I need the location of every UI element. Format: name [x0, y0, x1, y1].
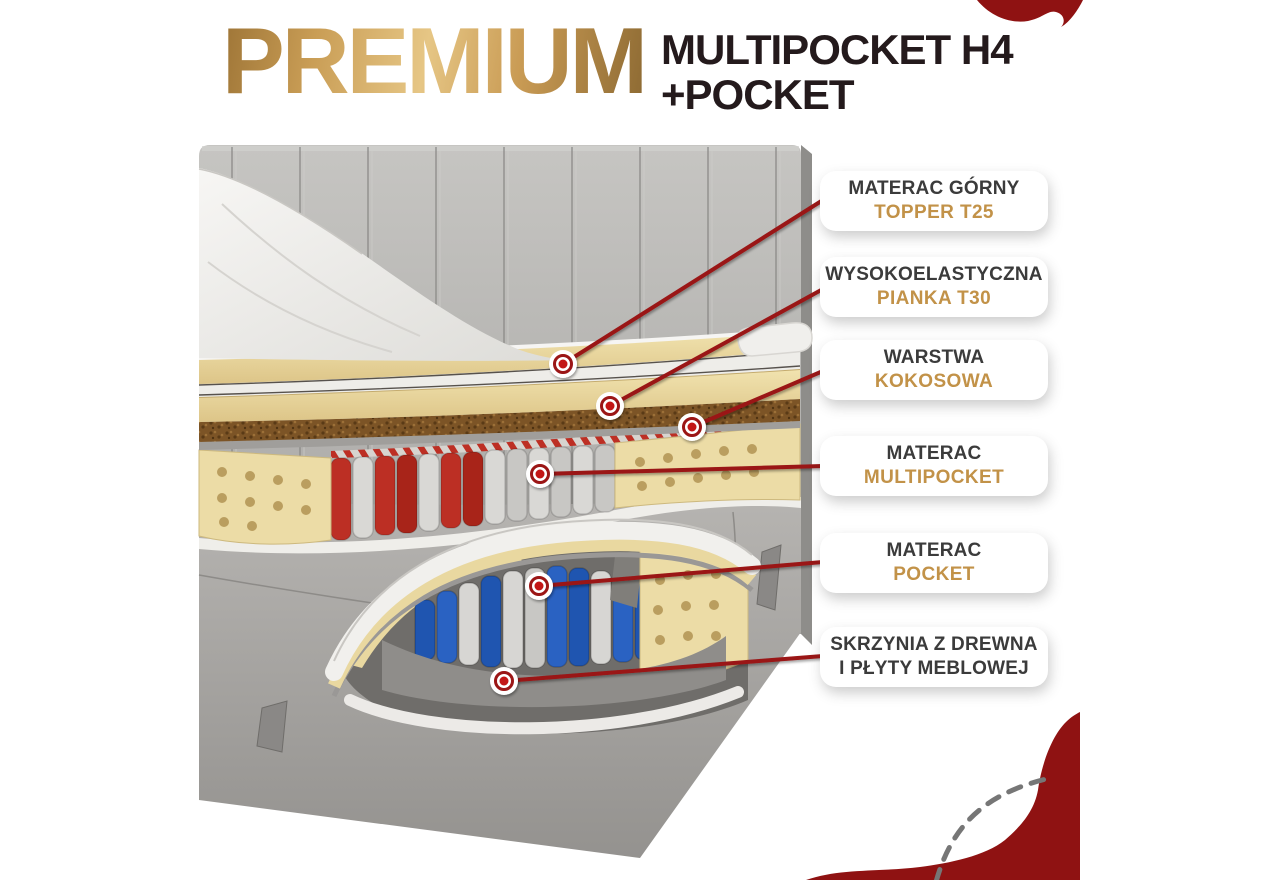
marker-pianka	[596, 392, 624, 420]
model-line2: +POCKET	[661, 71, 854, 118]
label-card-topper	[820, 171, 1048, 231]
marker-kokos	[678, 413, 706, 441]
brand-title: PREMIUM	[222, 8, 645, 113]
top-right-blob	[977, 0, 1083, 27]
label-line1: MATERAC	[886, 540, 982, 561]
label-line2: PIANKA T30	[876, 288, 992, 309]
label-line1: WYSOKOELASTYCZNA	[825, 264, 1043, 285]
label-line1: SKRZYNIA Z DREWNA	[830, 634, 1038, 655]
label-card-pianka	[820, 257, 1048, 317]
label-card-skrzynia	[820, 627, 1048, 687]
bottom-right-blob	[806, 712, 1080, 880]
label-line1: WARSTWA	[883, 347, 985, 368]
marker-pocket	[525, 572, 553, 600]
label-line2: MULTIPOCKET	[863, 467, 1005, 488]
label-card-kokos	[820, 340, 1048, 400]
marker-multipocket	[526, 460, 554, 488]
label-card-pocket	[820, 533, 1048, 593]
label-line2: TOPPER T25	[874, 202, 994, 223]
model-title	[661, 27, 1013, 117]
base-strap	[257, 701, 287, 752]
bed	[199, 145, 812, 858]
model-line1: MULTIPOCKET H4	[661, 26, 1013, 73]
label-line2: POCKET	[893, 564, 975, 585]
label-line1: MATERAC GÓRNY	[848, 178, 1020, 199]
marker-skrzynia	[490, 667, 518, 695]
label-line2: I PŁYTY MEBLOWEJ	[839, 658, 1029, 679]
label-card-multipocket	[820, 436, 1048, 496]
marker-topper	[549, 350, 577, 378]
label-line1: MATERAC	[886, 443, 982, 464]
label-line2: KOKOSOWA	[874, 371, 994, 392]
